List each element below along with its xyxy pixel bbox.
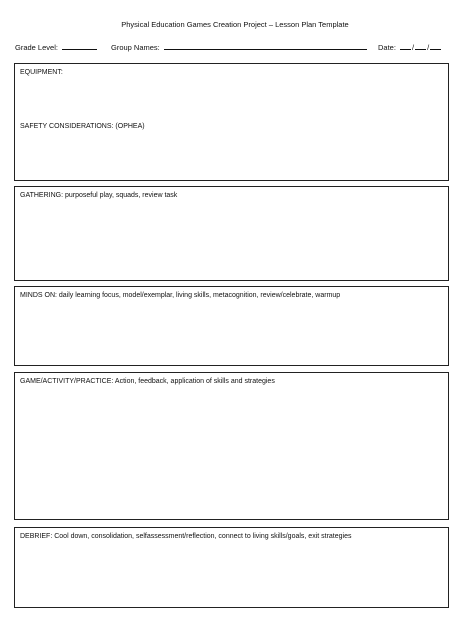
date-separator: / [427, 43, 430, 52]
date-label: Date: [378, 43, 396, 52]
equipment-label: EQUIPMENT: [20, 69, 63, 76]
group-names-label: Group Names: [111, 43, 160, 52]
date-year-blank[interactable] [430, 42, 441, 50]
debrief-box[interactable] [14, 527, 449, 608]
date-day-blank[interactable] [400, 42, 411, 50]
group-names-blank[interactable] [164, 42, 367, 50]
minds-on-box[interactable] [14, 286, 449, 366]
debrief-label: DEBRIEF: Cool down, consolidation, selfassessment/reflection, connect to living skills/goals, exit strategies [20, 533, 352, 540]
game-activity-label: GAME/ACTIVITY/PRACTICE: Action, feedback, application of skills and strategies [20, 378, 275, 385]
date-separator: / [412, 43, 415, 52]
gathering-box[interactable] [14, 186, 449, 281]
equipment-safety-box[interactable] [14, 63, 449, 181]
gathering-label: GATHERING: purposeful play, squads, review task [20, 192, 178, 199]
grade-level-blank[interactable] [62, 42, 97, 50]
grade-level-field [15, 42, 97, 52]
grade-level-label: Grade Level: [15, 43, 58, 52]
safety-considerations-label: SAFETY CONSIDERATIONS: (OPHEA) [20, 123, 145, 130]
page-title: Physical Education Games Creation Project – Lesson Plan Template [121, 20, 349, 29]
group-names-field [111, 42, 367, 52]
date-month-blank[interactable] [415, 42, 426, 50]
date-field [378, 42, 441, 52]
game-activity-box[interactable] [14, 372, 449, 520]
minds-on-label: MINDS ON: daily learning focus, model/exemplar, living skills, metacognition, review/celebrate, warmup [20, 292, 341, 299]
